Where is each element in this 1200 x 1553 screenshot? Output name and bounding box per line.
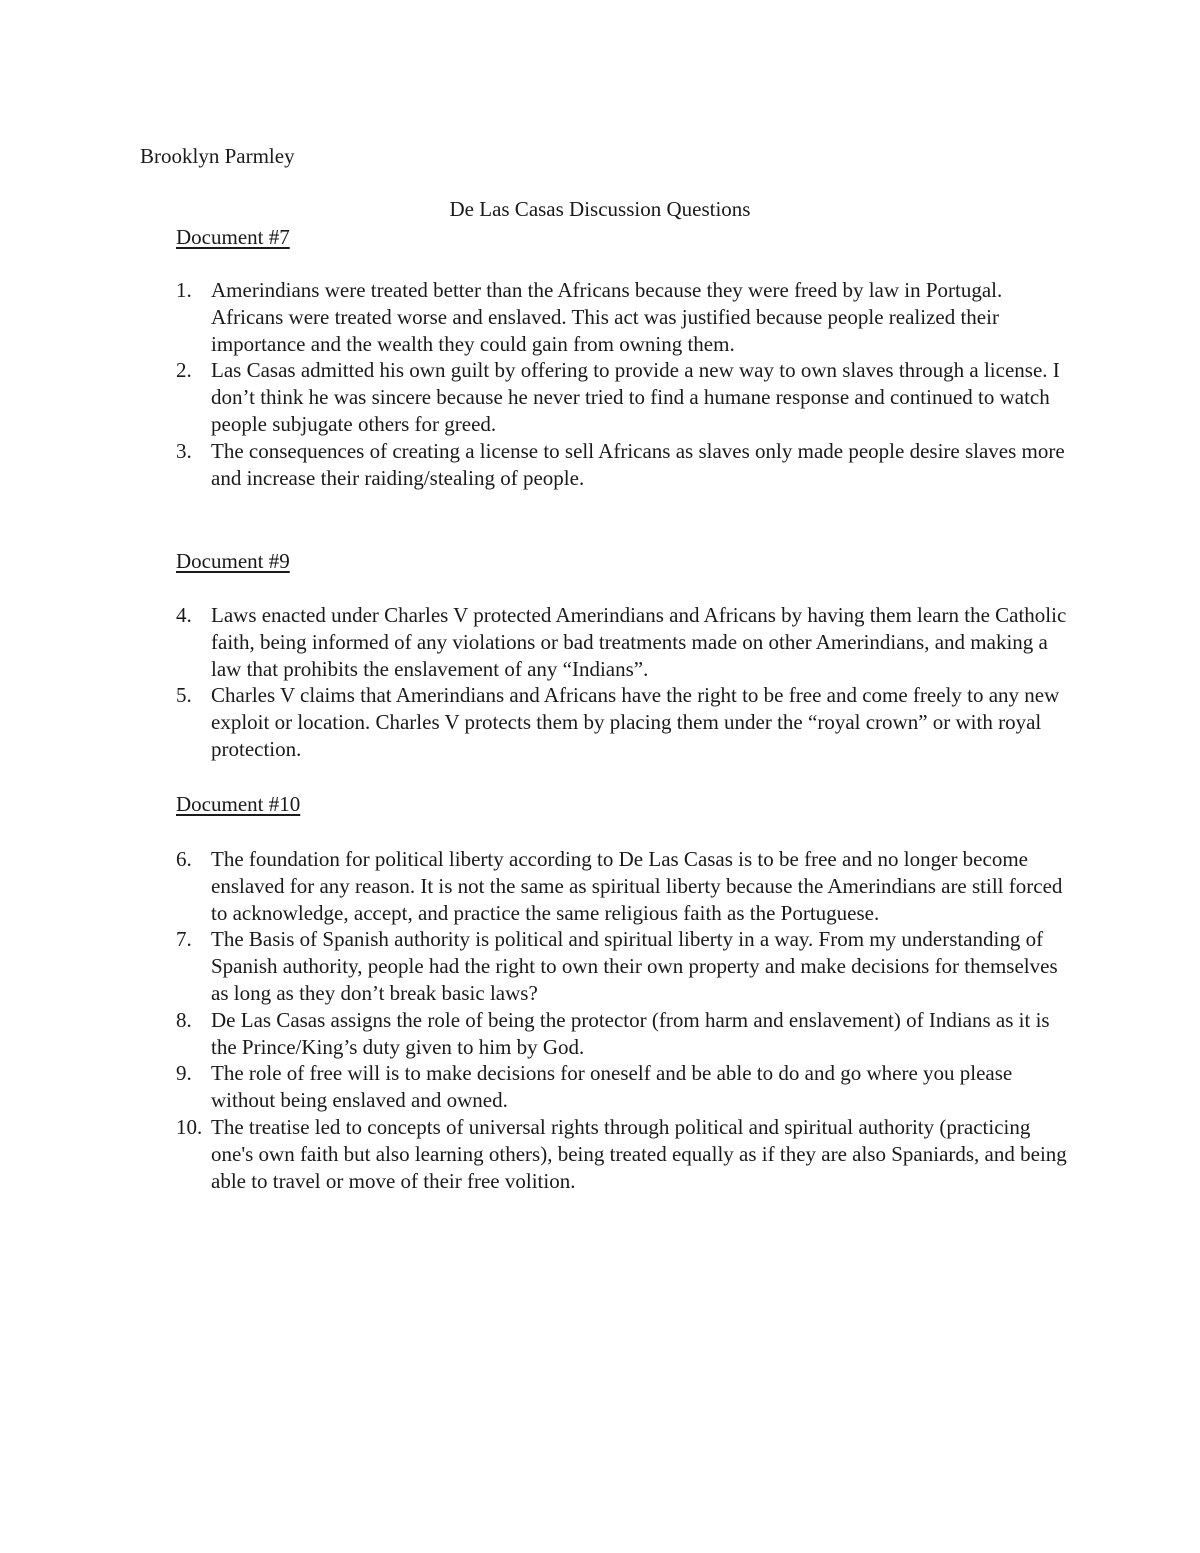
list-item [176, 1114, 1076, 1194]
list-item [176, 1060, 1076, 1114]
section-heading-document-9: Document #9 [176, 549, 290, 573]
question-number: 2. [176, 358, 192, 383]
question-number: 8. [176, 1007, 192, 1032]
question-list-document-10 [176, 846, 1076, 1194]
question-answer: De Las Casas assigns the role of being the protector (from harm and enslavement) of Indians as it is the Prince/King’s duty given to him by God. [211, 1007, 1050, 1059]
question-answer: Las Casas admitted his own guilt by offering to provide a new way to own slaves through a license. I don’t think he was sincere because he never tried to find a humane response and continued to watch people subjugate others for greed. [211, 358, 1060, 436]
question-answer: Charles V claims that Amerindians and Africans have the right to be free and come freely to any new exploit or location. Charles V protects them by placing them under the “royal crown” or with royal protection. [211, 683, 1060, 761]
question-number: 9. [176, 1061, 192, 1086]
section-heading-document-10: Document #10 [176, 792, 301, 816]
question-number: 3. [176, 438, 192, 463]
list-item [176, 846, 1076, 926]
question-number: 6. [176, 847, 192, 871]
list-item [176, 926, 1076, 1006]
section-heading-document-7: Document #7 [176, 225, 290, 249]
list-item [176, 1007, 1076, 1061]
list-item [176, 438, 1076, 492]
document-title: De Las Casas Discussion Questions [449, 197, 751, 221]
question-number: 4. [176, 603, 192, 627]
question-answer: The treatise led to concepts of universal rights through political and spiritual authority (practicing one's own faith but also learning others), being treated equally as if they are also Spaniards, and being able to travel or move of their free volition. [211, 1114, 1067, 1193]
question-answer: The foundation for political liberty according to De Las Casas is to be free and no longer become enslaved for any reason. It is not the same as spiritual liberty because the Amerindians are still forced to acknowledge, accept, and practice the same religious faith as the Portuguese. [211, 847, 1063, 925]
list-item [176, 682, 1076, 762]
question-answer: Laws enacted under Charles V protected Amerindians and Africans by having them learn the Catholic faith, being informed of any violations or bad treatments made on other Amerindians, and making a law that prohibits the enslavement of any “Indians”. [211, 603, 1067, 681]
list-item [176, 277, 1076, 357]
question-answer: Amerindians were treated better than the Africans because they were freed by law in Portugal. Africans were treated worse and enslaved. This act was justified because people realized their importance and the wealth they could gain from owning them. [211, 278, 1003, 356]
question-answer: The Basis of Spanish authority is political and spiritual liberty in a way. From my understanding of Spanish authority, people had the right to own their own property and make decisions for themselves as long as they don’t break basic laws? [211, 927, 1058, 1005]
question-number: 10. [176, 1114, 203, 1139]
question-list-document-9 [176, 602, 1076, 763]
question-number: 7. [176, 927, 192, 952]
question-number: 1. [176, 278, 192, 302]
question-answer: The consequences of creating a license to sell Africans as slaves only made people desire slaves more and increase their raiding/stealing of people. [211, 438, 1065, 490]
question-answer: The role of free will is to make decisions for oneself and be able to do and go where you please without being enslaved and owned. [211, 1061, 1013, 1113]
question-list-document-7 [176, 277, 1076, 491]
question-number: 5. [176, 683, 192, 708]
list-item [176, 602, 1076, 682]
author-name: Brooklyn Parmley [140, 144, 295, 168]
list-item [176, 357, 1076, 437]
